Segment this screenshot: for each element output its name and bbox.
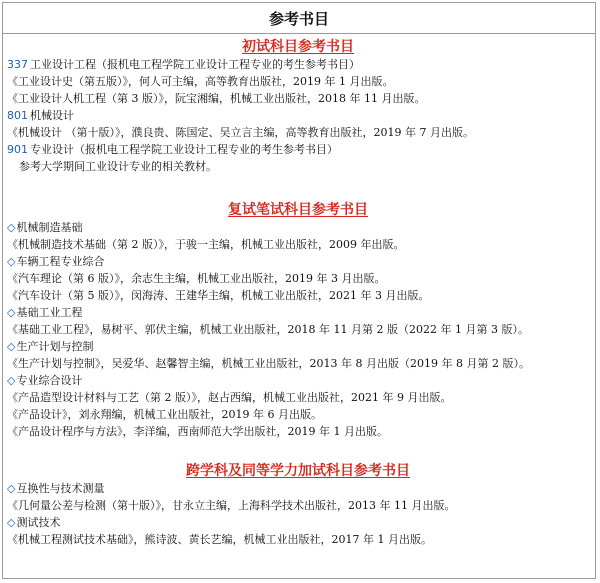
diamond-bullet-icon: ◇ bbox=[7, 374, 16, 387]
diamond-bullet-icon: ◇ bbox=[7, 516, 16, 529]
section-title-interdisciplinary: 跨学科及同等学力加试科目参考书目 bbox=[186, 463, 410, 479]
subject-item bbox=[7, 514, 589, 531]
book-line: 《产品造型设计材料与工艺（第 2 版）》，赵占西编，机械工业出版社，2021 年 9 月出版。 bbox=[7, 391, 452, 404]
subject-name: 机械设计 bbox=[30, 109, 74, 122]
subject-name: 专业综合设计 bbox=[16, 374, 83, 387]
subject-item bbox=[7, 372, 589, 389]
book-line: 《工业设计人机工程（第 3 版）》，阮宝湘编，机械工业出版社，2018 年 11 月出版。 bbox=[7, 92, 426, 105]
subject-item bbox=[7, 253, 589, 270]
subject-item bbox=[7, 338, 589, 355]
subject-name: 测试技术 bbox=[16, 516, 61, 529]
book-line: 《汽车理论（第 6 版）》，余志生主编，机械工业出版社，2019 年 3 月出版。 bbox=[7, 272, 386, 285]
subject-901 bbox=[7, 141, 589, 158]
book-line: 《产品设计程序与方法》，李洋编，西南师范大学出版社，2019 年 1 月出版。 bbox=[7, 425, 388, 438]
diamond-bullet-icon: ◇ bbox=[7, 340, 16, 353]
subject-code: 801 bbox=[7, 109, 28, 122]
subject-name: 专业设计（报机电工程学院工业设计工程专业的考生参考书目） bbox=[30, 143, 338, 156]
diamond-bullet-icon: ◇ bbox=[7, 482, 16, 495]
subject-name: 车辆工程专业综合 bbox=[16, 255, 105, 268]
subject-item bbox=[7, 219, 589, 236]
reference-books-panel bbox=[2, 2, 596, 579]
diamond-bullet-icon: ◇ bbox=[7, 255, 16, 268]
subject-item bbox=[7, 304, 589, 321]
subject-name: 生产计划与控制 bbox=[16, 340, 94, 353]
book-line: 《机械制造技术基础（第 2 版）》，于骏一主编，机械工业出版社，2009 年出版。 bbox=[7, 238, 405, 251]
subject-name: 互换性与技术测量 bbox=[16, 482, 105, 495]
book-line: 《机械工程测试技术基础》，熊诗波、黄长艺编，机械工业出版社，2017 年 1 月出版。 bbox=[7, 533, 432, 546]
book-line: 参考大学期间工业设计专业的相关教材。 bbox=[19, 160, 217, 173]
book-line: 《产品设计》，刘永翔编，机械工业出版社，2019 年 6 月出版。 bbox=[7, 408, 322, 421]
diamond-bullet-icon: ◇ bbox=[7, 221, 16, 234]
page-title: 参考书目 bbox=[3, 3, 595, 34]
book-line: 《机械设计 （第十版）》，濮良贵、陈国定、吴立言主编，高等教育出版社，2019 年 7 月出版。 bbox=[7, 126, 474, 139]
subject-337 bbox=[7, 56, 589, 73]
subject-code: 337 bbox=[7, 58, 28, 71]
subject-name: 基础工业工程 bbox=[16, 306, 83, 319]
section-title-initial-exam: 初试科目参考书目 bbox=[242, 39, 354, 55]
book-line: 《基础工业工程》，易树平、郭伏主编，机械工业出版社，2018 年 11 月第 2 版（2022 年 1 月第 3 版）。 bbox=[7, 323, 529, 336]
subject-code: 901 bbox=[7, 143, 28, 156]
subject-item bbox=[7, 480, 589, 497]
book-line: 《工业设计史（第五版）》，何人可主编，高等教育出版社，2019 年 1 月出版。 bbox=[7, 75, 394, 88]
book-line: 《汽车设计（第 5 版）》，闵海涛、王建华主编，机械工业出版社，2021 年 3 月出版。 bbox=[7, 289, 430, 302]
section-title-retest-written: 复试笔试科目参考书目 bbox=[228, 202, 368, 218]
content-area bbox=[3, 34, 595, 548]
subject-name: 机械制造基础 bbox=[16, 221, 83, 234]
subject-name: 工业设计工程（报机电工程学院工业设计工程专业的考生参考书目） bbox=[30, 58, 360, 71]
diamond-bullet-icon: ◇ bbox=[7, 306, 16, 319]
book-line: 《几何量公差与检测（第十版）》，甘永立主编，上海科学技术出版社，2013 年 11 月出版。 bbox=[7, 499, 456, 512]
subject-801 bbox=[7, 107, 589, 124]
book-line: 《生产计划与控制》，吴爱华、赵馨智主编，机械工业出版社，2013 年 8 月出版（2019 年 8 月第 2 版）。 bbox=[7, 357, 530, 370]
